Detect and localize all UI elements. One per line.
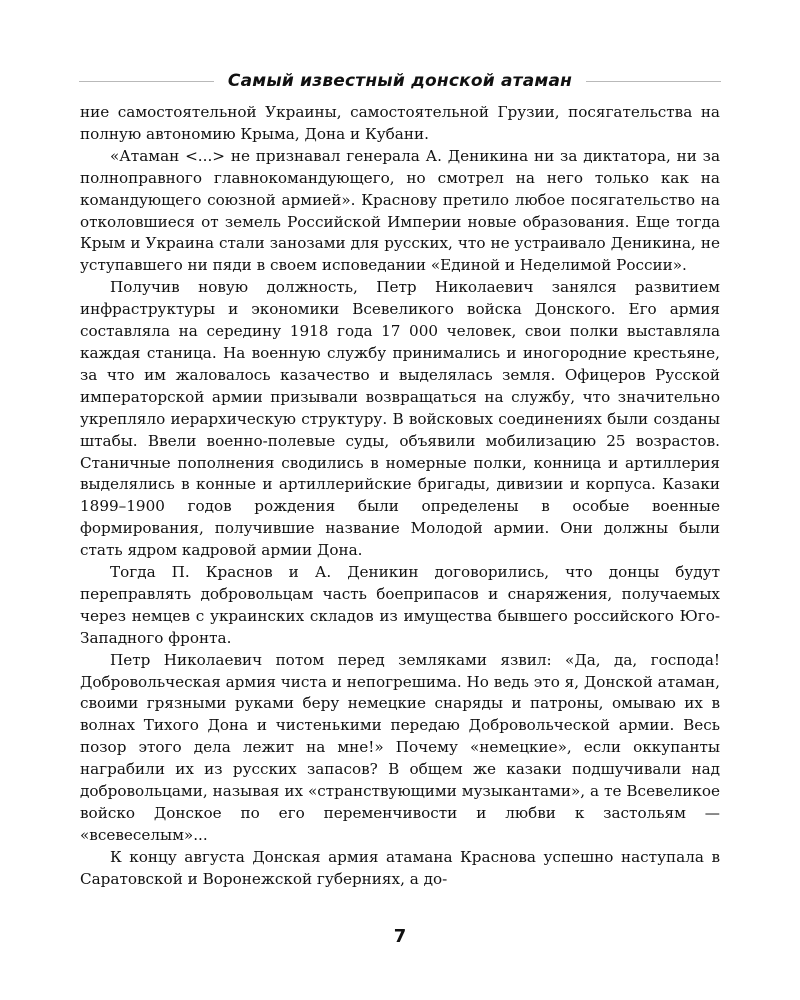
running-head-right-rule [586,81,721,82]
running-head [79,68,721,94]
running-head-title: Самый известный донской атаман [227,71,573,91]
running-head-left-rule [79,81,214,82]
paragraph-speech: Петр Николаевич потом перед земляками язвил: «Да, да, господа! Добровольческая армия чиста и непогрешима. Но ведь это я, Донской атаман, своими грязными руками беру немецкие снаряды и патроны, омываю их в волнах Тихого Дона и чистенькими передаю Добровольческой армии. Весь позор этого дела лежит на мне!» Почему «немецкие», если оккупанты награбили их из русских запасов? В общем же казаки подшучивали над добровольцами, называя их «странствующими музыкантами», а те Всевеликое войско Донское по его переменчивости и любви к застольям — «всевеселым»... [80,650,720,844]
body-text [80,102,720,891]
paragraph-new-position: Получив новую должность, Петр Николаевич занялся развитием инфраструктуры и экономики Всевеликого войска Донского. Его армия составляла на середину 1918 года 17 000 человек, свои полки выставляла каждая станица. На военную службу принимались и иногородние крестьяне, за что им жаловалось казачество и выделялась земля. Офицеров Русской императорской армии призывали возвращаться на службу, что значительно укрепляло иерархическую структуру. В войсковых соединениях были созданы штабы. Ввели военно-полевые суды, объявили мобилизацию 25 возрастов. Станичные пополнения сводились в номерные полки, конница и артиллерия выделялись в конные и артиллерийские бригады, дивизии и корпуса. Казаки 1899–1900 годов рождения были определены в особые военные формирования, получившие название Молодой армии. Они должны были стать ядром кадровой армии Дона. [80,278,720,560]
paragraph-ataman-quote: «Атаман <...> не признавал генерала А. Деникина ни за диктатора, ни за полноправного главнокомандующего, но смотрел на него только как на командующего союзной армией». Краснову претило любое посягательство на отколовшиеся от земель Российской Империи новые образования. Еще тогда Крым и Украина стали занозами для русских, что не устраивало Деникина, не уступавшего ни пяди в своем исповедании «Единой и Неделимой России». [80,146,720,275]
paragraph-continuation: ние самостоятельной Украины, самостоятельной Грузии, посягательства на полную автономию Крыма, Дона и Кубани. [80,103,720,143]
paragraph-august-advance: К концу августа Донская армия атамана Краснова успешно наступала в Саратовской и Воронежской губерниях, а до- [80,847,720,888]
paragraph-agreement: Тогда П. Краснов и А. Деникин договорились, что донцы будут переправлять добровольцам часть боеприпасов и снаряжения, получаемых через немцев с украинских складов из имущества бывшего российского Юго-Западного фронта. [80,563,720,647]
page-number: 7 [393,926,407,947]
